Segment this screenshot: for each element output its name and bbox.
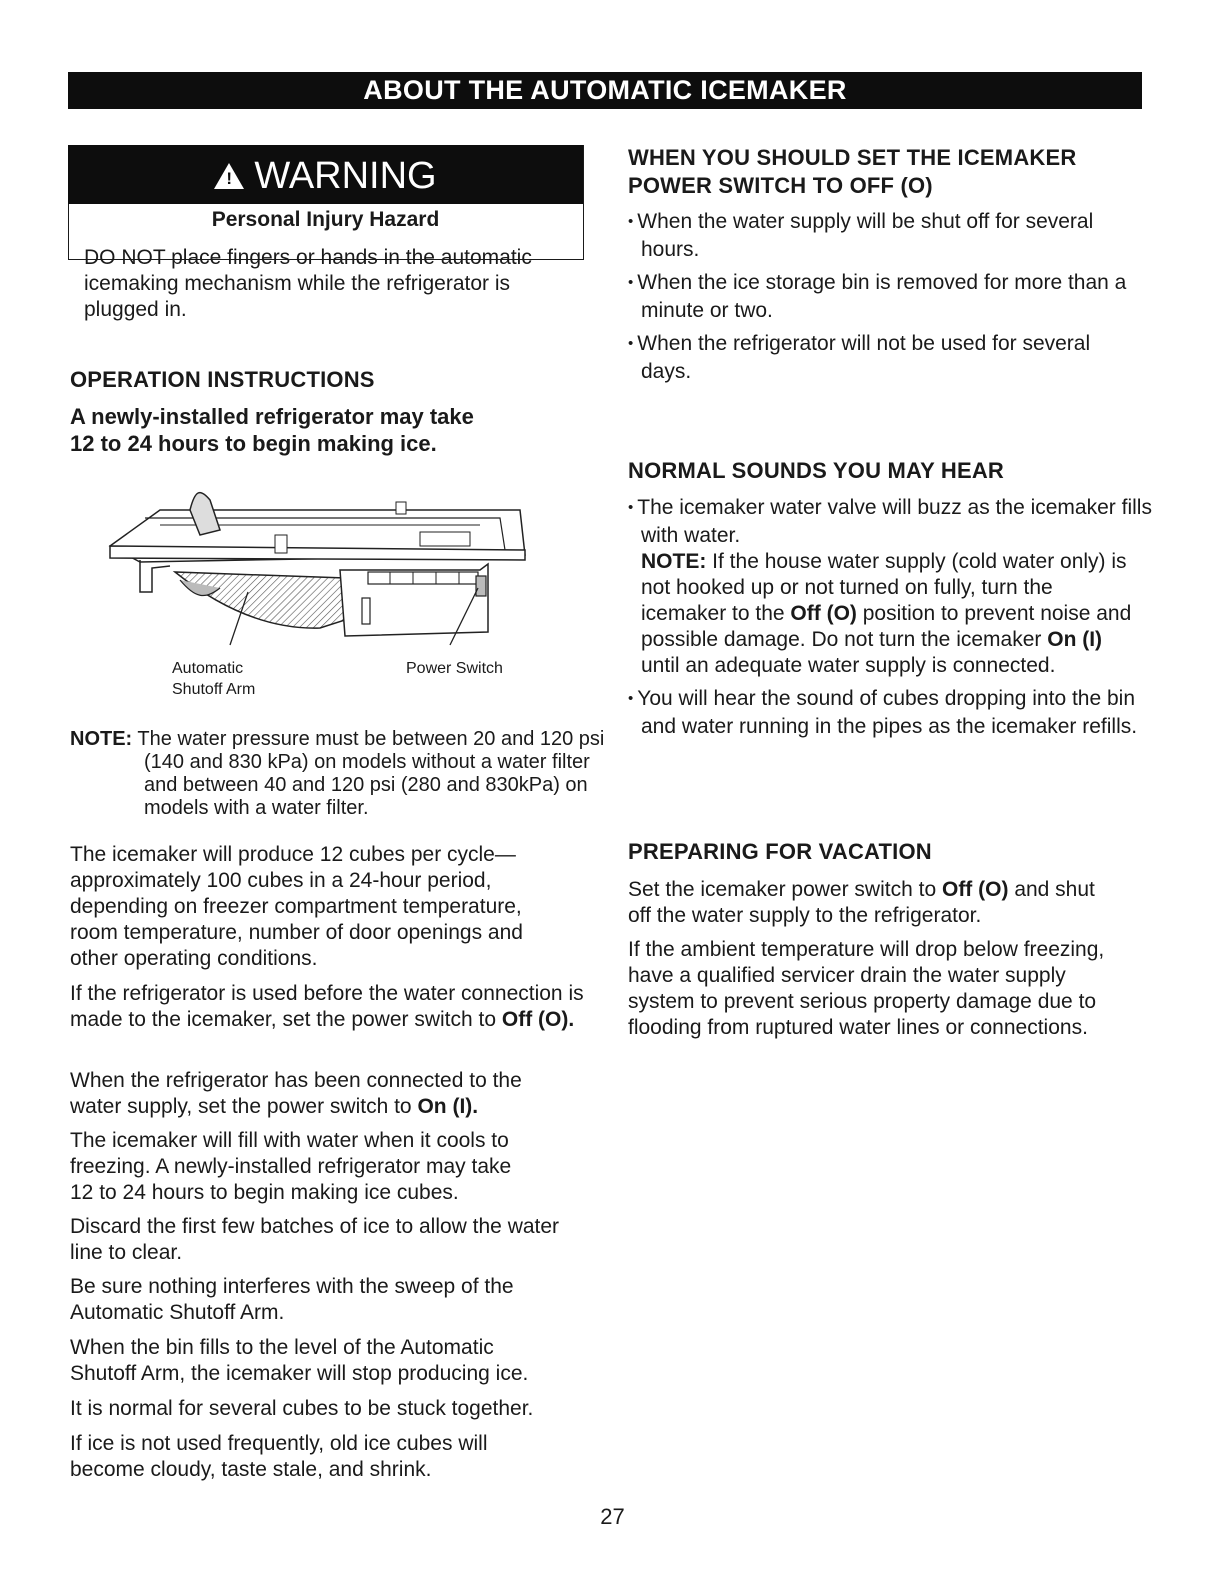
sounds-bullet-2: • You will hear the sound of cubes dropping into the bin and water running in the pipes as the icemaker refills. — [628, 686, 1151, 740]
operation-p9: If ice is not used frequently, old ice cubes will become cloudy, taste stale, and shrink. — [70, 1432, 488, 1481]
operation-p3 — [70, 1068, 550, 1120]
sounds-note-b2: On (I) — [1047, 628, 1103, 651]
vacation-p1-t2: and shut off the water supply to the refrigerator. — [628, 878, 1095, 927]
warning-header — [68, 145, 583, 204]
sounds-note-t3: until an adequate water supply is connected. — [641, 654, 1056, 677]
off-bullet-3: • When the refrigerator will not be used for several days. — [628, 331, 1141, 385]
operation-p6: Be sure nothing interferes with the sweep of the Automatic Shutoff Arm. — [70, 1275, 514, 1324]
off-bullet-1: • When the water supply will be shut off for several hours. — [628, 209, 1131, 263]
sounds-note-b1: Off (O) — [790, 602, 857, 625]
vacation-p1-t1: Set the icemaker power switch to — [628, 878, 937, 901]
vacation-p1-bold: Off (O) — [941, 878, 1009, 901]
sounds-bullet-1 — [628, 495, 1161, 679]
operation-p7: When the bin fills to the level of the Automatic Shutoff Arm, the icemaker will stop producing ice. — [70, 1336, 529, 1385]
operation-p2 — [70, 981, 590, 1033]
sounds-bullet-1-text: The icemaker water valve will buzz as the icemaker fills with water. — [637, 496, 1152, 547]
operation-p8: It is normal for several cubes to be stuck together. — [70, 1397, 534, 1420]
operation-p5: Discard the first few batches of ice to allow the water line to clear. — [70, 1215, 560, 1264]
figure-label-switch: Power Switch — [406, 660, 503, 677]
vacation-heading: PREPARING FOR VACATION — [628, 839, 932, 864]
off-heading-1: WHEN YOU SHOULD SET THE ICEMAKER — [628, 145, 1077, 170]
off-bullet-2: • When the ice storage bin is removed for more than a minute or two. — [628, 270, 1151, 324]
note-label: NOTE: — [70, 728, 133, 750]
sounds-note — [641, 549, 1136, 679]
warning-text: DO NOT place fingers or hands in the automatic icemaking mechanism while the refrigerator is plugged in. — [84, 246, 532, 321]
operation-p2-text: If the refrigerator is used before the water connection is made to the icemaker, set the power switch to — [70, 982, 584, 1031]
operation-p1: The icemaker will produce 12 cubes per cycle— approximately 100 cubes in a 24-hour period, depending on freezer compartment temperature, room temperature, number of door openings and other operating conditions. — [70, 843, 523, 970]
operation-p4: The icemaker will fill with water when it cools to freezing. A newly-installed refrigerator may take 12 to 24 hours to begin making ice cubes. — [70, 1129, 512, 1204]
operation-p2-bold: Off (O). — [501, 1008, 575, 1031]
warning-triangle-icon — [214, 163, 244, 189]
page-number: 27 — [600, 1504, 625, 1529]
sounds-note-t1: If the house water supply (cold water only) is not hooked up or not turned on fully, turn the icemaker to the — [641, 550, 1127, 625]
note-text: The water pressure must be between 20 and 120 psi (140 and 830 kPa) on models without a water filter and between 40 and 120 psi (280 and 830kPa) on models with a water filter. — [137, 728, 605, 819]
sounds-note-t2: position to prevent noise and possible damage. Do not turn the icemaker — [641, 602, 1132, 651]
warning-subtitle: Personal Injury Hazard — [211, 208, 440, 231]
vacation-p1 — [628, 877, 1118, 929]
sounds-note-label: NOTE: — [641, 550, 707, 573]
off-heading-2: POWER SWITCH TO OFF (O) — [628, 173, 933, 198]
warning-title: WARNING — [254, 155, 437, 197]
operation-lead-2: 12 to 24 hours to begin making ice. — [70, 431, 437, 456]
icemaker-illustration — [100, 480, 540, 660]
pressure-note — [70, 728, 620, 820]
operation-lead-1: A newly-installed refrigerator may take — [70, 404, 474, 429]
operation-p3-text: When the refrigerator has been connected to the water supply, set the power switch to — [70, 1069, 522, 1118]
figure-label-arm-2: Shutoff Arm — [172, 681, 256, 698]
operation-p3-bold: On (I). — [417, 1095, 479, 1118]
figure-label-arm-1: Automatic — [172, 660, 244, 677]
vacation-p2: If the ambient temperature will drop below freezing, have a qualified servicer drain the water supply system to prevent serious property damage due to flooding from ruptured water lines or connections. — [628, 938, 1105, 1039]
sounds-heading: NORMAL SOUNDS YOU MAY HEAR — [628, 458, 1004, 483]
operation-heading: OPERATION INSTRUCTIONS — [70, 367, 375, 392]
page-banner: ABOUT THE AUTOMATIC ICEMAKER — [68, 72, 1142, 109]
